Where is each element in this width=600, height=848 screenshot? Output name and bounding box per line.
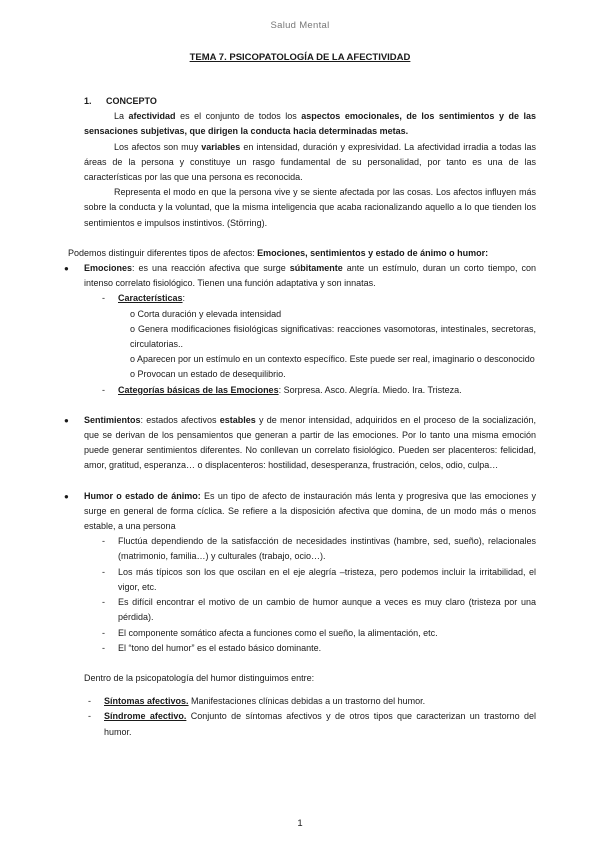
bold-term: estables <box>219 414 256 425</box>
characteristic-item: o Corta duración y elevada intensidad <box>130 308 282 319</box>
affect-types-list <box>64 261 536 656</box>
dash-icon: - <box>102 597 105 608</box>
text-run: : <box>182 293 186 304</box>
humor-item: El componente somático afecta a funciones como el sueño, la alimentación, etc. <box>118 627 438 638</box>
bold-term: Humor o estado de ánimo: <box>84 490 201 501</box>
text-run: Es un tipo de afecto de instauración más lenta y progresiva que las emociones y surge en general de forma cíclica. Se refiere a la disposición afectiva que domina, de un modo más o menos estable, a una persona <box>84 490 536 532</box>
text-run: Conjunto de síntomas afectivos y de otros tipos que caracterizan un trastorno del humor. <box>104 711 536 737</box>
spacer <box>84 656 536 671</box>
characteristics-heading <box>118 291 536 306</box>
humor-item: El “tono del humor” es el estado básico dominante. <box>118 642 322 653</box>
section-title: CONCEPTO <box>106 96 157 106</box>
characteristic-item: o Genera modificaciones fisiológicas significativas: reacciones vasomotoras, intestinales, secretoras, circulatorias.. <box>130 323 536 350</box>
sentimientos-definition <box>84 413 536 474</box>
text-run: Podemos distinguir diferentes tipos de afectos: <box>68 247 258 258</box>
text-run: en intensidad, duración y expresividad. La afectividad irradia a todas las áreas de la persona y constituye un rasgo fundamental de su personalidad, por tanto es una de las características por las que una persona es reconocida. <box>84 141 536 183</box>
underlined-term: Categorías básicas de las Emociones <box>118 384 279 395</box>
bold-term: súbitamente <box>289 263 343 274</box>
dash-icon: - <box>102 536 105 547</box>
bold-term: Emociones <box>84 263 133 274</box>
dash-icon: - <box>88 711 91 722</box>
underlined-term: Características <box>118 293 183 304</box>
text-run: : Sorpresa. Asco. Alegría. Miedo. Ira. Tristeza. <box>278 384 462 395</box>
sintomas-line <box>104 694 536 709</box>
spacer <box>84 398 536 413</box>
sindrome-line <box>104 709 536 739</box>
document-title: TEMA 7. PSICOPATOLOGÍA DE LA AFECTIVIDAD <box>189 52 411 63</box>
underlined-term: Síndrome afectivo. <box>104 711 187 722</box>
section-number: 1. <box>84 96 92 106</box>
list-item <box>102 626 536 641</box>
text-run: Manifestaciones clínicas debidas a un trastorno del humor. <box>188 696 426 707</box>
characteristic-item: o Provocan un estado de desequilibrio. <box>130 369 286 380</box>
categories-line <box>118 383 536 398</box>
humor-sublist <box>84 534 536 656</box>
emociones-sublist <box>84 291 536 397</box>
list-item-sentimientos <box>64 413 536 474</box>
underlined-term: Síntomas afectivos. <box>104 696 189 707</box>
bold-term: afectividad <box>128 111 176 122</box>
dash-icon: - <box>102 566 105 577</box>
bold-term: Sentimientos <box>84 414 141 425</box>
bullet-icon: ● <box>64 264 69 274</box>
text-run: ante un estímulo, duran un corto tiempo, con intenso correlato fisiológico. Tienen una función adaptativa y son innatas. <box>84 263 536 289</box>
humor-definition <box>84 489 536 535</box>
characteristic-item: o Aparecen por un estímulo en un contexto específico. Este puede ser real, imaginario o desconocido <box>130 354 535 365</box>
list-item-humor <box>64 489 536 656</box>
humor-item: Fluctúa dependiendo de la satisfacción de necesidades instintivas (hambre, sed, sueño), relacionales (matrimonio, familia…) y culturales (trabajo, ocio…). <box>118 536 536 562</box>
paragraph-variables <box>84 140 536 186</box>
bullet-icon: ● <box>64 415 69 425</box>
dash-icon: - <box>102 384 105 395</box>
dash-icon: - <box>88 696 91 707</box>
characteristics-list <box>118 307 536 383</box>
text-run: La <box>114 111 129 122</box>
list-item <box>102 383 536 398</box>
bullet-icon: ● <box>64 491 69 501</box>
humor-item: Es difícil encontrar el motivo de un cambio de humor aunque a veces es muy claro (tristeza por una pérdida). <box>118 597 536 623</box>
list-item <box>102 291 536 382</box>
humor-item: Los más típicos son los que oscilan en el eje alegría –tristeza, pero podemos incluir la irritabilidad, el vigor, etc. <box>118 566 536 592</box>
text-run: Los afectos son muy <box>114 141 202 152</box>
list-item-emociones <box>64 261 536 398</box>
section-heading <box>84 94 536 109</box>
emociones-definition <box>84 261 536 291</box>
psicopatologia-intro: Dentro de la psicopatología del humor distinguimos entre: <box>84 672 315 683</box>
dash-icon: - <box>102 642 105 653</box>
page-number: 1 <box>297 818 303 829</box>
list-item <box>102 534 536 564</box>
list-item <box>88 694 536 709</box>
dash-icon: - <box>102 627 105 638</box>
psicopatologia-list <box>84 694 536 740</box>
paragraph-representa: Representa el modo en que la persona vive y se siente afectada por las cosas. Los afectos influyen más sobre la conducta y la voluntad, que la misma inteligencia que acaba racionalizando aquello a lo que tienden los sentimientos e impulsos instintivos. (Störring). <box>84 187 536 228</box>
spacer <box>84 474 536 489</box>
list-item <box>88 709 536 739</box>
bold-term: variables <box>201 141 241 152</box>
list-item <box>102 641 536 656</box>
document-body <box>64 94 536 740</box>
spacer <box>84 231 536 246</box>
list-item <box>102 595 536 625</box>
list-item <box>102 565 536 595</box>
text-run: es el conjunto de todos los <box>175 111 302 122</box>
running-header: Salud Mental <box>270 20 330 31</box>
types-intro <box>68 246 536 261</box>
bold-term: Emociones, sentimientos y estado de ánimo o humor: <box>257 247 489 258</box>
text-run: : es una reacción afectiva que surge <box>132 263 290 274</box>
spacer <box>84 686 536 694</box>
paragraph-afectividad <box>84 109 536 139</box>
text-run: : estados afectivos <box>140 414 220 425</box>
dash-icon: - <box>102 293 105 304</box>
text-run: y de menor intensidad, adquiridos en el proceso de la socialización, que se derivan de los pensamientos que generan a partir de las emociones. Por lo tanto una misma emoción puede generar sentimientos diferentes. No conllevan un correlato fisiológico. Pueden ser placenteros: felicidad, amor, gratitud, esperanza… o displacenteros: hostilidad, desesperanza, frustración, celos, odio, culpa… <box>84 414 536 471</box>
bold-definition: aspectos emocionales, de los sentimientos y de las sensaciones subjetivas, que dirigen la conducta hacia determinadas metas. <box>84 111 536 137</box>
